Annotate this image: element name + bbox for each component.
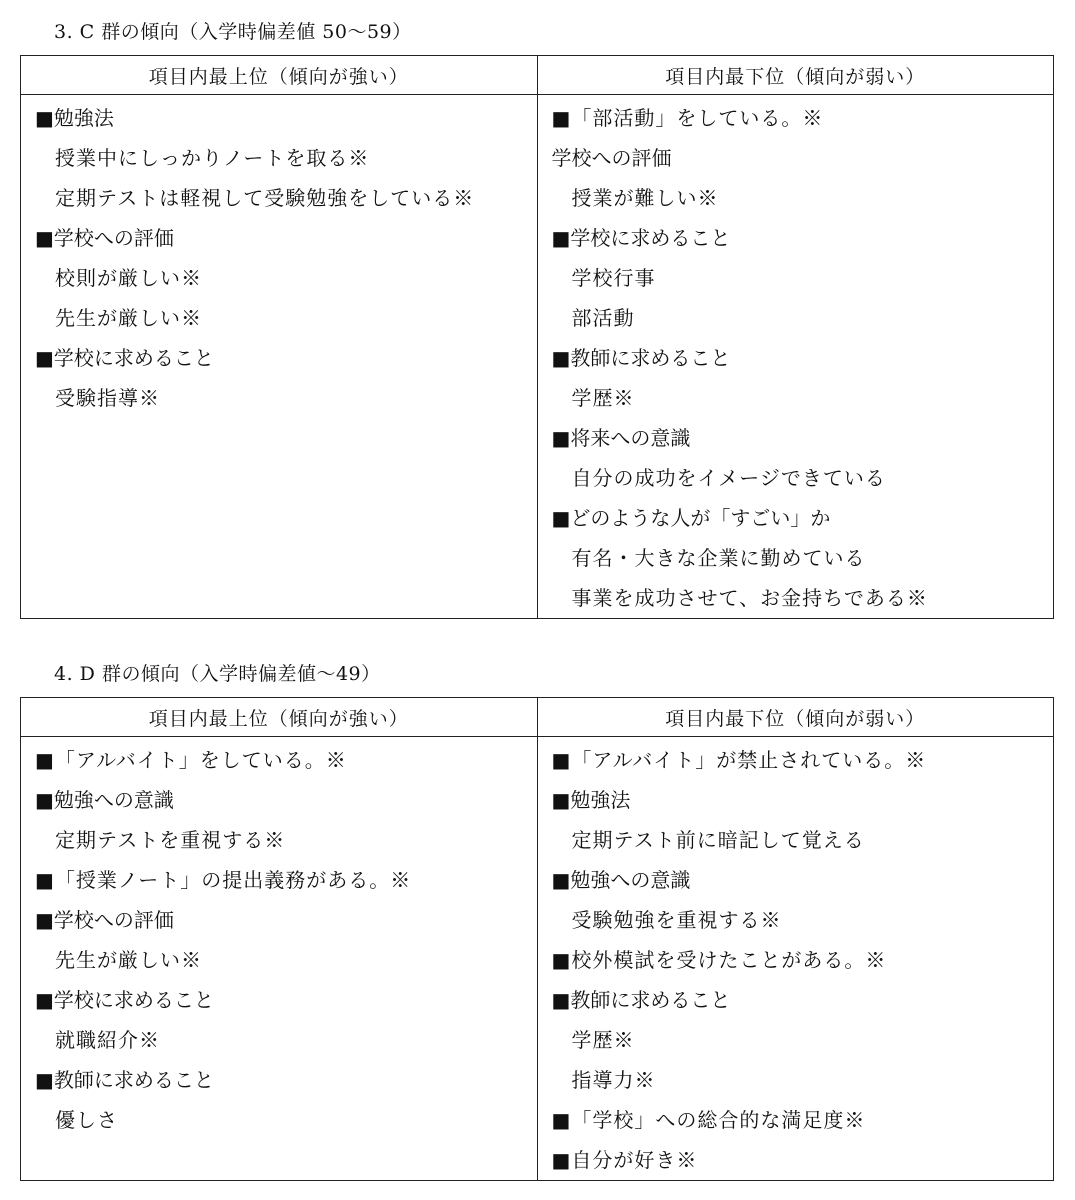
category-heading: ■学校への評価 xyxy=(35,908,174,932)
list-item: 自分の成功をイメージできている xyxy=(571,466,886,490)
list-item: 授業中にしっかりノートを取る※ xyxy=(55,146,370,170)
trend-table xyxy=(20,697,1054,1181)
bottom-rank-cell xyxy=(537,95,1054,619)
list-item: 有名・大きな企業に勤めている xyxy=(571,546,866,570)
list-item: 定期テストは軽視して受験勉強をしている※ xyxy=(55,186,475,210)
list-item: 学歴※ xyxy=(571,386,635,410)
column-header-bottom: 項目内最下位（傾向が弱い） xyxy=(537,698,1054,737)
category-heading: ■勉強法 xyxy=(551,788,631,812)
list-item: 授業が難しい※ xyxy=(571,186,719,210)
bottom-rank-cell xyxy=(537,737,1054,1181)
category-heading: ■教師に求めること xyxy=(551,346,731,370)
category-heading: ■自分が好き※ xyxy=(551,1148,698,1172)
section-title: 4. D 群の傾向（入学時偏差値～49） xyxy=(54,663,381,685)
category-heading: ■「アルバイト」をしている。※ xyxy=(35,748,347,772)
category-heading: 学校への評価 xyxy=(551,146,672,170)
category-heading: ■学校に求めること xyxy=(551,226,731,250)
category-heading: ■教師に求めること xyxy=(35,1068,214,1092)
section-title: 3. C 群の傾向（入学時偏差値 50～59） xyxy=(54,21,412,43)
category-heading: ■学校に求めること xyxy=(35,346,214,370)
bottom-rank-list xyxy=(538,95,1054,618)
list-item: 優しさ xyxy=(55,1108,118,1132)
list-item: 受験指導※ xyxy=(55,386,160,410)
section-d-group xyxy=(20,660,1054,1181)
category-heading: ■勉強への意識 xyxy=(551,868,691,892)
section-c-group xyxy=(20,18,1054,619)
list-item: 校則が厳しい※ xyxy=(55,266,202,290)
category-heading: ■どのような人が「すごい」か xyxy=(551,506,831,530)
trend-table xyxy=(20,55,1054,619)
list-item: 事業を成功させて、お金持ちである※ xyxy=(571,586,928,610)
column-header-top: 項目内最上位（傾向が強い） xyxy=(21,56,538,95)
list-item: 学校行事 xyxy=(571,266,656,290)
list-item: 指導力※ xyxy=(571,1068,656,1092)
category-heading: ■将来への意識 xyxy=(551,426,691,450)
list-item: 定期テスト前に暗記して覚える xyxy=(571,828,865,852)
category-heading: ■教師に求めること xyxy=(551,988,731,1012)
top-rank-cell xyxy=(21,95,538,619)
column-header-top: 項目内最上位（傾向が強い） xyxy=(21,698,538,737)
list-item: 定期テストを重視する※ xyxy=(55,828,286,852)
top-rank-list xyxy=(21,95,537,418)
category-heading: ■「アルバイト」が禁止されている。※ xyxy=(551,748,927,772)
category-heading: ■学校に求めること xyxy=(35,988,214,1012)
list-item: 学歴※ xyxy=(571,1028,635,1052)
list-item: 先生が厳しい※ xyxy=(55,948,202,972)
category-heading: ■校外模試を受けたことがある。※ xyxy=(551,948,887,972)
category-heading: ■勉強への意識 xyxy=(35,788,174,812)
list-item: 先生が厳しい※ xyxy=(55,306,202,330)
category-heading: ■「学校」への総合的な満足度※ xyxy=(551,1108,866,1132)
top-rank-cell xyxy=(21,737,538,1181)
top-rank-list xyxy=(21,737,537,1140)
category-heading: ■「授業ノート」の提出義務がある。※ xyxy=(35,868,412,892)
category-heading: ■「部活動」をしている。※ xyxy=(551,106,824,130)
list-item: 受験勉強を重視する※ xyxy=(571,908,782,932)
category-heading: ■学校への評価 xyxy=(35,226,174,250)
category-heading: ■勉強法 xyxy=(35,106,114,130)
column-header-bottom: 項目内最下位（傾向が弱い） xyxy=(537,56,1054,95)
list-item: 就職紹介※ xyxy=(55,1028,160,1052)
list-item: 部活動 xyxy=(571,306,635,330)
bottom-rank-list xyxy=(538,737,1054,1180)
